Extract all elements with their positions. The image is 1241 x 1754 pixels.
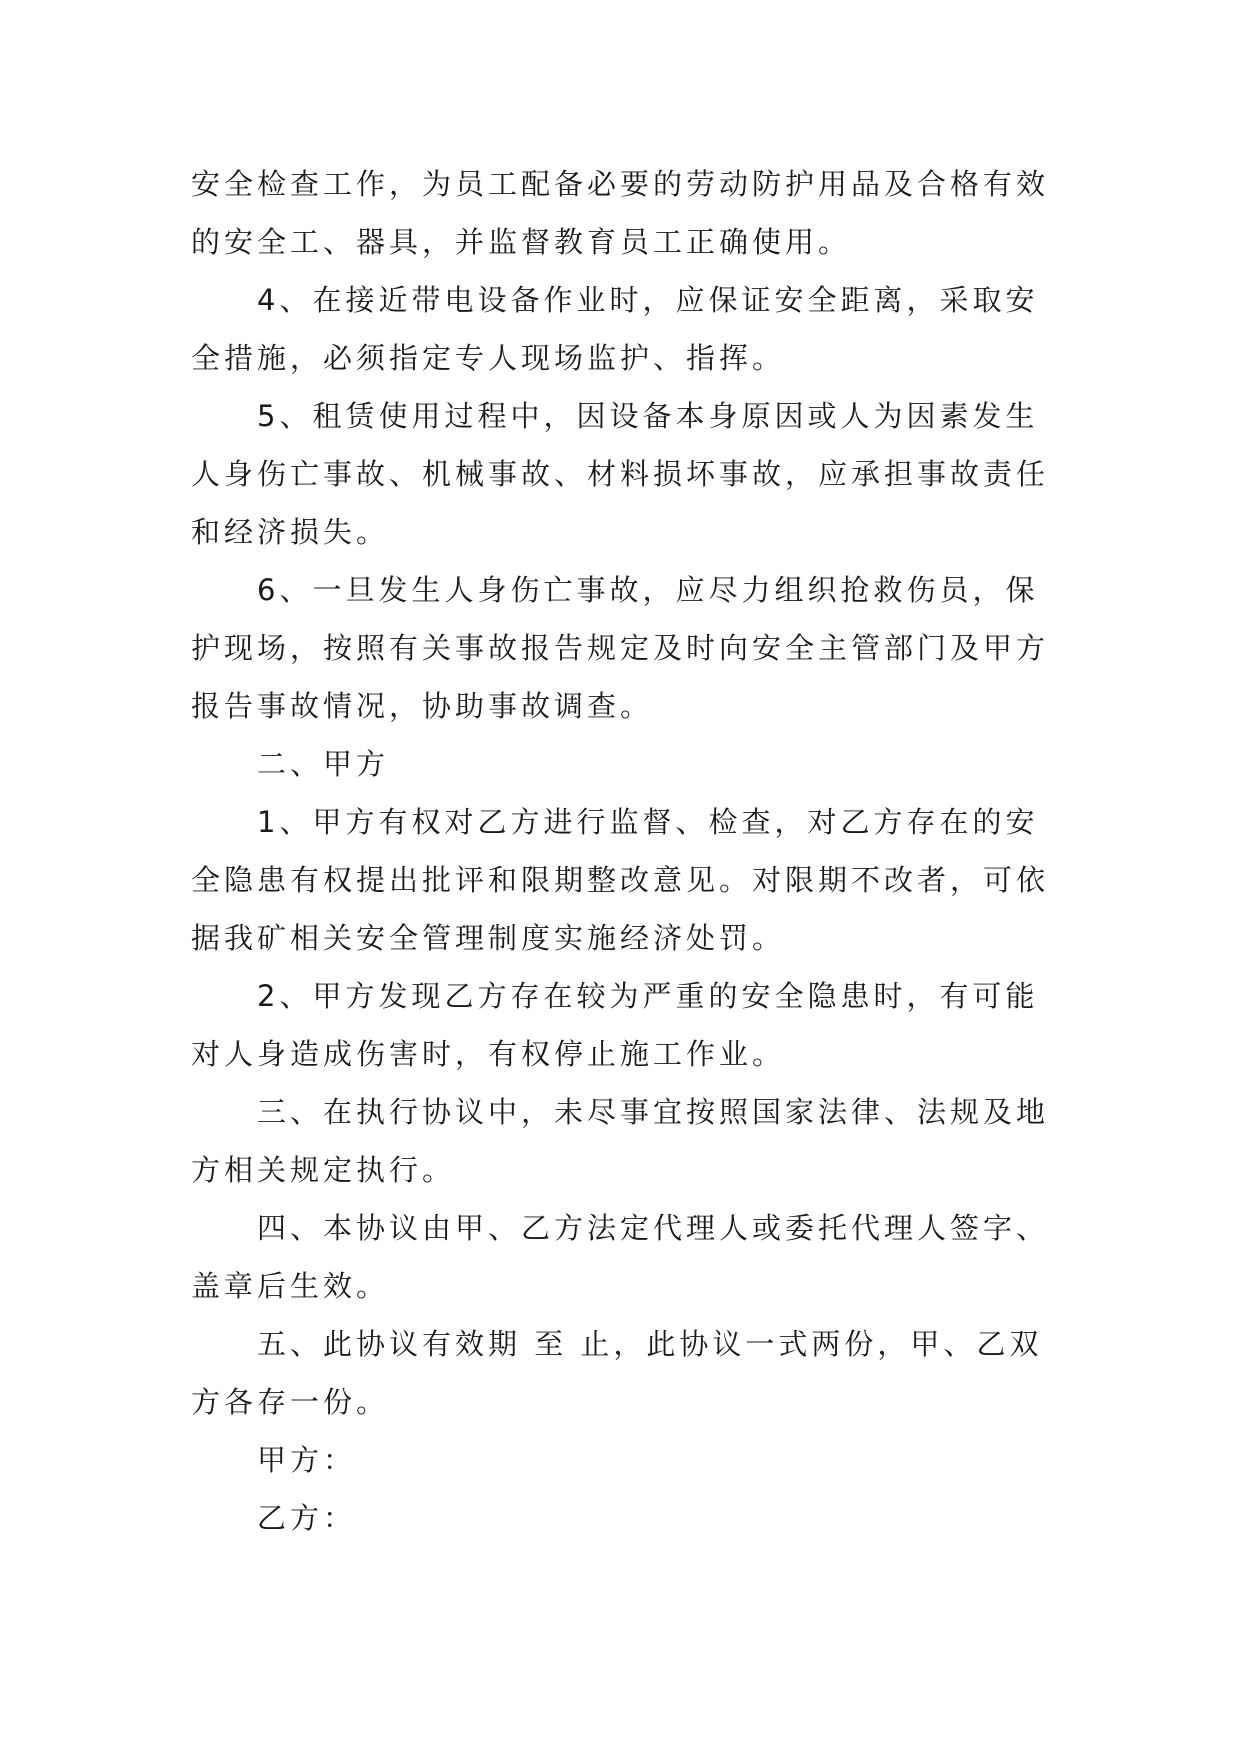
text-line: 五、此协议有效期 至 止，此协议一式两份，甲、乙双 (257, 1327, 1043, 1361)
section-heading: 二、甲方 (257, 747, 390, 781)
text-line: 2、甲方发现乙方存在较为严重的安全隐患时，有可能 (257, 979, 1039, 1013)
text-line: 的安全工、器具，并监督教育员工正确使用。 (191, 225, 852, 259)
text-line: 和经济损失。 (191, 515, 390, 549)
signature-party-a: 甲方： (257, 1443, 357, 1477)
text-line: 全隐患有权提出批评和限期整改意见。对限期不改者，可依 (191, 863, 1050, 897)
text-line: 方相关规定执行。 (191, 1153, 456, 1187)
text-line: 四、本协议由甲、乙方法定代理人或委托代理人签字、 (257, 1211, 1050, 1245)
text-line: 4、在接近带电设备作业时，应保证安全距离，采取安 (257, 283, 1039, 317)
text-line: 6、一旦发生人身伤亡事故，应尽力组织抢救伤员，保 (257, 573, 1039, 607)
signature-party-b: 乙方： (257, 1501, 357, 1535)
text-line: 护现场，按照有关事故报告规定及时向安全主管部门及甲方 (191, 631, 1050, 665)
text-line: 5、租赁使用过程中，因设备本身原因或人为因素发生 (257, 399, 1039, 433)
document-body (191, 155, 1051, 1547)
text-line: 据我矿相关安全管理制度实施经济处罚。 (191, 921, 786, 955)
text-line: 1、甲方有权对乙方进行监督、检查，对乙方存在的安 (257, 805, 1039, 839)
text-line: 对人身造成伤害时，有权停止施工作业。 (191, 1037, 786, 1071)
text-line: 三、在执行协议中，未尽事宜按照国家法律、法规及地 (257, 1095, 1050, 1129)
text-line: 方各存一份。 (191, 1385, 390, 1419)
text-line: 全措施，必须指定专人现场监护、指挥。 (191, 341, 786, 375)
text-line: 盖章后生效。 (191, 1269, 390, 1303)
text-line: 人身伤亡事故、机械事故、材料损坏事故，应承担事故责任 (191, 457, 1050, 491)
text-line: 报告事故情况，协助事故调查。 (191, 689, 654, 723)
text-line: 安全检查工作，为员工配备必要的劳动防护用品及合格有效 (191, 167, 1050, 201)
